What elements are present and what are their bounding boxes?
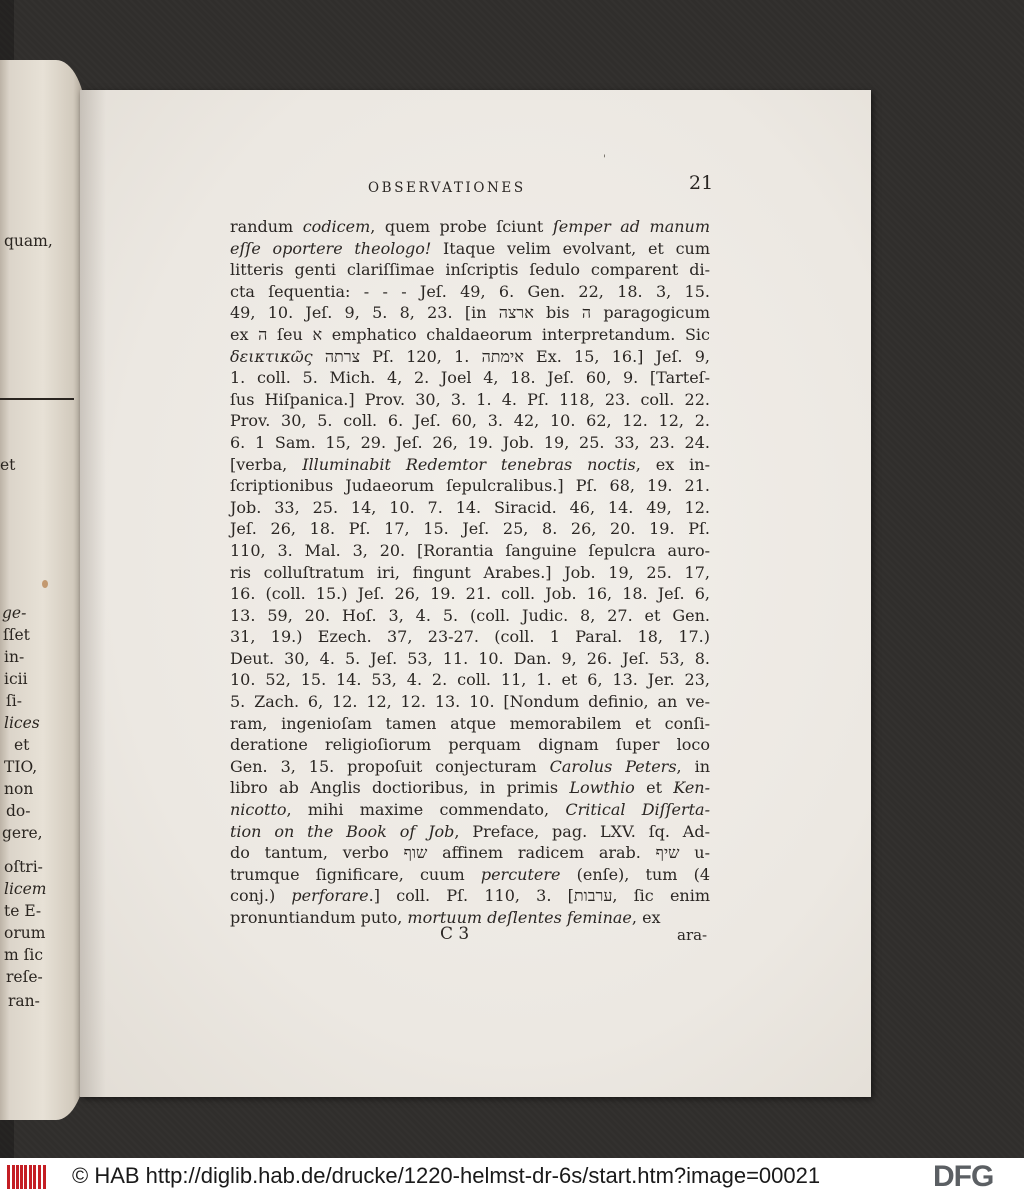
text-line [230, 367, 710, 389]
text-line [230, 713, 710, 735]
text-line [230, 669, 710, 691]
text-line [230, 842, 710, 864]
italic-span: Critical Diſſerta- [565, 800, 710, 820]
italic-span: ſemper ad manum [552, 217, 711, 236]
text-span: , ex [631, 908, 661, 927]
text-line [230, 540, 710, 562]
text-span: Prov. 30, 5. coll. 6. Jeſ. 60, 3. 42, 10. 62, 12. 12, 2. [230, 411, 710, 431]
text-line [230, 259, 710, 281]
left-frag-8: lices [4, 714, 40, 732]
text-span: ex ה ſeu א emphatico chaldaeorum interpretandum. Sic [230, 324, 710, 344]
left-frag-17: orum [4, 924, 46, 942]
text-line [230, 605, 710, 627]
text-span: 10. 52, 15. 14. 53, 4. 2. coll. 11, 1. et 6, 13. Jer. 23, [230, 670, 710, 690]
text-span: cta ſequentia: - - - Jeſ. 49, 6. Gen. 22, 18. 3, 15. [230, 281, 710, 301]
left-frag-18: m ſic [4, 946, 43, 964]
text-line [230, 454, 710, 476]
text-line [230, 821, 710, 843]
header-tick: ' [603, 154, 606, 165]
hab-logo-icon [7, 1165, 47, 1189]
text-line [230, 756, 710, 778]
logo-bar [7, 1165, 10, 1189]
text-line [230, 410, 710, 432]
signature-mark: C 3 [440, 924, 470, 944]
left-frag-19: reſe- [6, 968, 43, 986]
text-line [230, 518, 710, 540]
italic-span: Lowthio [569, 778, 635, 798]
text-span: 5. Zach. 6, 12. 12, 12. 13. 10. [Nondum definio, an ve- [230, 692, 710, 712]
text-span: , ex in- [635, 454, 711, 474]
text-line [230, 734, 710, 756]
logo-bar [24, 1165, 27, 1189]
left-frag-9: et [14, 736, 30, 754]
text-span: et [634, 778, 674, 798]
logo-bar [16, 1165, 19, 1189]
left-frag-14: oſtri- [4, 858, 43, 876]
left-page-fragment [0, 60, 86, 1120]
italic-span: nicotto [230, 800, 287, 820]
text-span: ſus Hiſpanica.] Prov. 30, 3. 1. 4. Pſ. 118, 23. coll. 22. [230, 389, 710, 409]
text-line [230, 497, 710, 519]
text-span: randum [230, 217, 303, 236]
page-number: 21 [689, 172, 714, 194]
text-span: deratione religioſiorum perquam dignam ſuper loco [230, 735, 710, 755]
copyright-link[interactable]: © HAB http://diglib.hab.de/drucke/1220-helmst-dr-6s/start.htm?image=00021 [72, 1163, 821, 1188]
text-line [230, 281, 710, 303]
footer-bar [0, 1158, 1024, 1196]
logo-bar [43, 1165, 46, 1189]
text-span: , mihi maxime commendato, [286, 800, 566, 820]
left-frag-6: icii [4, 670, 28, 688]
text-span: 49, 10. Jeſ. 9, 5. 8, 23. [in ארצה bis ה paragogicum [230, 303, 710, 323]
text-span: libro ab Anglis doctioribus, in primis [230, 778, 570, 798]
text-line [230, 302, 710, 324]
left-frag-4: ſſet [3, 626, 30, 644]
foxing-spot [42, 580, 48, 588]
text-line [230, 777, 710, 799]
text-span: litteris genti clariſſimae inſcriptis ſedulo comparent di- [230, 260, 710, 280]
left-frag-12: do- [6, 802, 31, 820]
text-span: trumque ſignificare, cuum [230, 864, 481, 884]
text-line [230, 562, 710, 584]
text-span: 110, 3. Mal. 3, 20. [Rorantia ſanguine ſepulcra auro- [230, 540, 710, 560]
text-line [230, 885, 710, 907]
left-frag-7: ſi- [6, 692, 22, 710]
text-line [230, 648, 710, 670]
italic-span: Carolus Peters [549, 756, 677, 776]
italic-span: Illuminabit Redemtor tenebras noctis [302, 454, 636, 474]
left-frag-11: non [4, 780, 34, 798]
text-span: , Preface, pag. LXV. ſq. Ad- [454, 821, 710, 841]
text-span: Jeſ. 26, 18. Pſ. 17, 15. Jeſ. 25, 8. 26, 20. 19. Pſ. [230, 519, 710, 539]
text-span: [verba, [230, 454, 303, 474]
text-line [230, 324, 710, 346]
text-span: Gen. 3, 15. propoſuit conjecturam [230, 756, 550, 776]
dfg-logo: DFG [933, 1160, 994, 1193]
italic-span: mortuum deſlentes feminae [407, 908, 632, 927]
italic-span: codicem [302, 217, 371, 236]
text-line [230, 691, 710, 713]
text-span: do tantum, verbo שוף affinem radicem arab. שיף u- [230, 843, 710, 863]
left-frag-15: licem [4, 880, 47, 898]
italic-span: percutere [480, 864, 561, 884]
text-line [230, 799, 710, 821]
text-line [230, 432, 710, 454]
logo-bar [12, 1165, 15, 1189]
text-span: 16. (coll. 15.) Jeſ. 26, 19. 21. coll. Job. 16, 18. Jeſ. 6, [230, 584, 710, 604]
logo-bar [20, 1165, 23, 1189]
left-frag-2: et [0, 456, 16, 474]
text-line [230, 864, 710, 886]
text-span: Deut. 30, 4. 5. Jeſ. 53, 11. 10. Dan. 9, 26. Jeſ. 53, 8. [230, 648, 710, 668]
left-frag-20: ran- [8, 992, 40, 1010]
text-span: (enſe), tum (4 [560, 864, 710, 884]
text-line [230, 475, 710, 497]
text-span: .] coll. Pſ. 110, 3. [ערבות, ſic enim [368, 886, 711, 906]
left-frag-1: quam, [4, 232, 53, 250]
italic-span: perforare [291, 886, 369, 906]
text-span: 6. 1 Sam. 15, 29. Jeſ. 26, 19. Job. 19, 25. 33, 23. 24. [230, 432, 710, 452]
logo-bar [38, 1165, 41, 1189]
body-text [230, 216, 710, 929]
text-line [230, 583, 710, 605]
text-span: pronuntiandum puto, [230, 908, 408, 927]
text-line [230, 346, 710, 368]
left-frag-16: te E- [4, 902, 42, 920]
left-frag-13: gere, [2, 824, 43, 842]
left-frag-3: ge- [2, 604, 27, 622]
running-header: OBSERVATIONES [368, 180, 526, 196]
text-span: צרתה Pſ. 120, 1. אימתה Ex. 15, 16.] Jeſ. 9, [312, 346, 710, 366]
text-line [230, 389, 710, 411]
logo-bar [33, 1165, 36, 1189]
left-frag-5: in- [4, 648, 25, 666]
text-span: 31, 19.) Ezech. 37, 23-27. (coll. 1 Paral. 18, 17.) [230, 627, 710, 647]
text-span: 1. coll. 5. Mich. 4, 2. Joel 4, 18. Jeſ. 60, 9. [Tarteſ- [230, 368, 710, 388]
left-rule [0, 398, 74, 400]
text-line [230, 238, 710, 260]
text-span: ram, ingenioſam tamen atque memorabilem et conſi- [230, 713, 710, 733]
text-line [230, 907, 710, 929]
text-span: Job. 33, 25. 14, 10. 7. 14. Siracid. 46, 14. 49, 12. [230, 497, 710, 517]
text-span: , in [676, 756, 710, 776]
gutter-shade [80, 90, 106, 1097]
text-span: 13. 59, 20. Hoſ. 3, 4. 5. (coll. Judic. 8, 27. et Gen. [230, 605, 710, 625]
text-span: ſcriptionibus Judaeorum ſepulcralibus.] Pſ. 68, 19. 21. [230, 476, 710, 496]
italic-span: eſſe oportere theologo! [230, 238, 432, 258]
left-frag-10: TIO, [4, 758, 38, 776]
text-span: Itaque velim evolvant, et cum [431, 238, 711, 258]
text-span: , quem probe ſciunt [370, 217, 553, 236]
text-span: ris colluſtratum iri, fingunt Arabes.] Job. 19, 25. 17, [230, 562, 710, 582]
text-line [230, 626, 710, 648]
catchword: ara- [677, 926, 708, 944]
italic-span: tion on the Book of Job [230, 821, 455, 841]
italic-span: Ken- [673, 778, 710, 798]
text-span: conj.) [230, 886, 292, 906]
logo-bar [29, 1165, 32, 1189]
italic-span: δεικτικῶς [230, 346, 313, 366]
text-line [230, 216, 710, 238]
